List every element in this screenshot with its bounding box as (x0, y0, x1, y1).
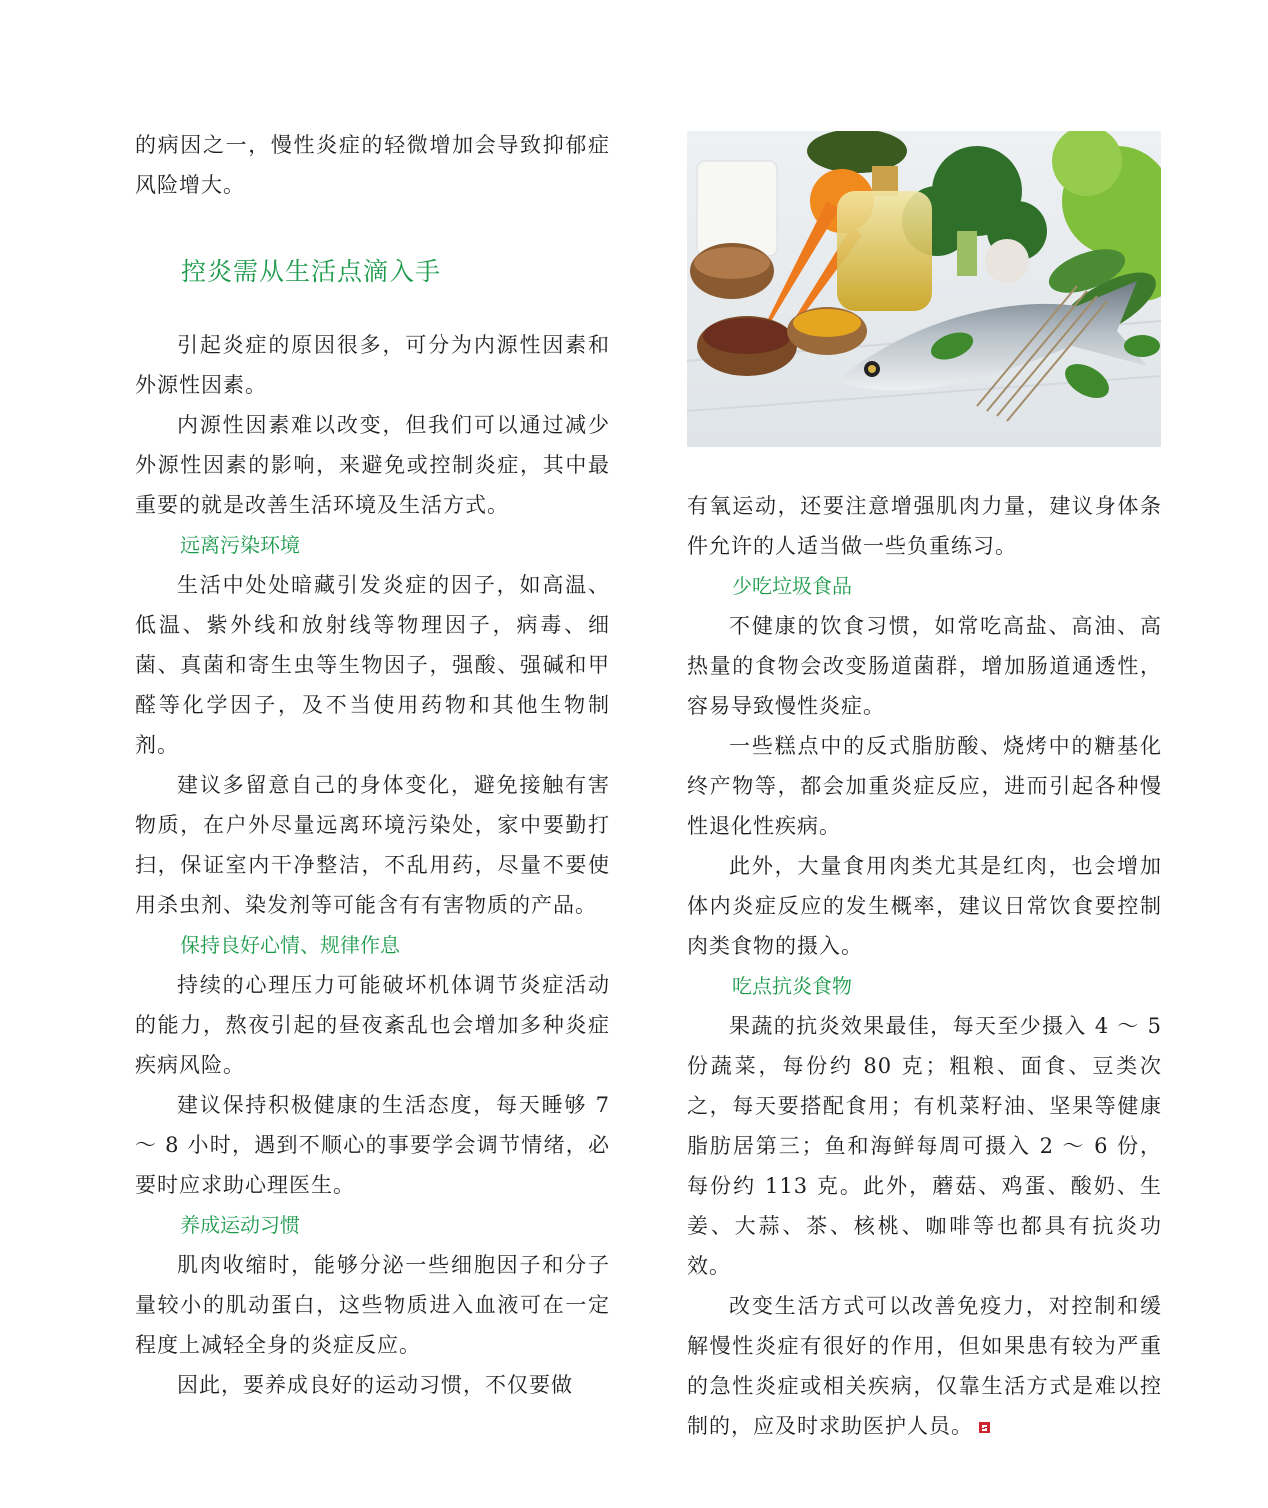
end-mark-icon (979, 1422, 990, 1433)
paragraph: 果蔬的抗炎效果最佳，每天至少摄入 4 ～ 5 份蔬菜，每份约 80 克；粗粮、面食、豆类次之，每天要搭配食用；有机菜籽油、坚果等健康脂肪居第三；鱼和海鲜每周可摄入 2 ～ 6 份，每份约 113 克。此外，蘑菇、鸡蛋、酸奶、生姜、大蒜、茶、核桃、咖啡等也都具有抗炎功效。 (687, 1014, 1162, 1278)
subheading: 养成运动习惯 (180, 1213, 300, 1237)
paragraph: 因此，要养成良好的运动习惯，不仅要做 (177, 1373, 573, 1397)
final-text: 改变生活方式可以改善免疫力，对控制和缓解慢性炎症有很好的作用，但如果患有较为严重的急性炎症或相关疾病，仅靠生活方式是难以控制的，应及时求助医护人员。 (687, 1294, 1162, 1438)
paragraph: 生活中处处暗藏引发炎症的因子，如高温、低温、紫外线和放射线等物理因子，病毒、细菌、真菌和寄生虫等生物因子，强酸、强碱和甲醛等化学因子，及不当使用药物和其他生物制剂。 (135, 573, 610, 757)
paragraph: 持续的心理压力可能破坏机体调节炎症活动的能力，熬夜引起的昼夜紊乱也会增加多种炎症疾病风险。 (135, 973, 610, 1077)
section-title: 控炎需从生活点滴入手 (181, 257, 442, 286)
paragraph: 建议多留意自己的身体变化，避免接触有害物质，在户外尽量远离环境污染处，家中要勤打扫，保证室内干净整洁，不乱用药，尽量不要使用杀虫剂、染发剂等可能含有有害物质的产品。 (135, 773, 610, 917)
food-photo-icon (687, 131, 1161, 447)
subheading: 吃点抗炎食物 (732, 974, 852, 998)
paragraph: 肌肉收缩时，能够分泌一些细胞因子和分子量较小的肌动蛋白，这些物质进入血液可在一定程度上减轻全身的炎症反应。 (135, 1253, 610, 1357)
paragraph-final (687, 1286, 1162, 1446)
paragraph: 此外，大量食用肉类尤其是红肉，也会增加体内炎症反应的发生概率，建议日常饮食要控制肉类食物的摄入。 (687, 854, 1162, 958)
intro-paragraph: 的病因之一，慢性炎症的轻微增加会导致抑郁症风险增大。 (135, 133, 610, 197)
paragraph: 一些糕点中的反式脂肪酸、烧烤中的糖基化终产物等，都会加重炎症反应，进而引起各种慢性退化性疾病。 (687, 734, 1162, 838)
subheading: 保持良好心情、规律作息 (180, 933, 400, 957)
left-body (135, 325, 610, 1405)
right-body (687, 486, 1162, 1446)
subheading: 远离污染环境 (180, 533, 300, 557)
paragraph: 不健康的饮食习惯，如常吃高盐、高油、高热量的食物会改变肠道菌群，增加肠道通透性，容易导致慢性炎症。 (687, 614, 1162, 718)
paragraph: 建议保持积极健康的生活态度，每天睡够 7 ～ 8 小时，遇到不顺心的事要学会调节情绪，必要时应求助心理医生。 (135, 1093, 610, 1197)
subheading: 少吃垃圾食品 (732, 574, 852, 598)
paragraph: 引起炎症的原因很多，可分为内源性因素和外源性因素。 (135, 333, 610, 397)
paragraph: 内源性因素难以改变，但我们可以通过减少外源性因素的影响，来避免或控制炎症，其中最重要的就是改善生活环境及生活方式。 (135, 413, 610, 517)
paragraph: 有氧运动，还要注意增强肌肉力量，建议身体条件允许的人适当做一些负重练习。 (687, 494, 1162, 558)
